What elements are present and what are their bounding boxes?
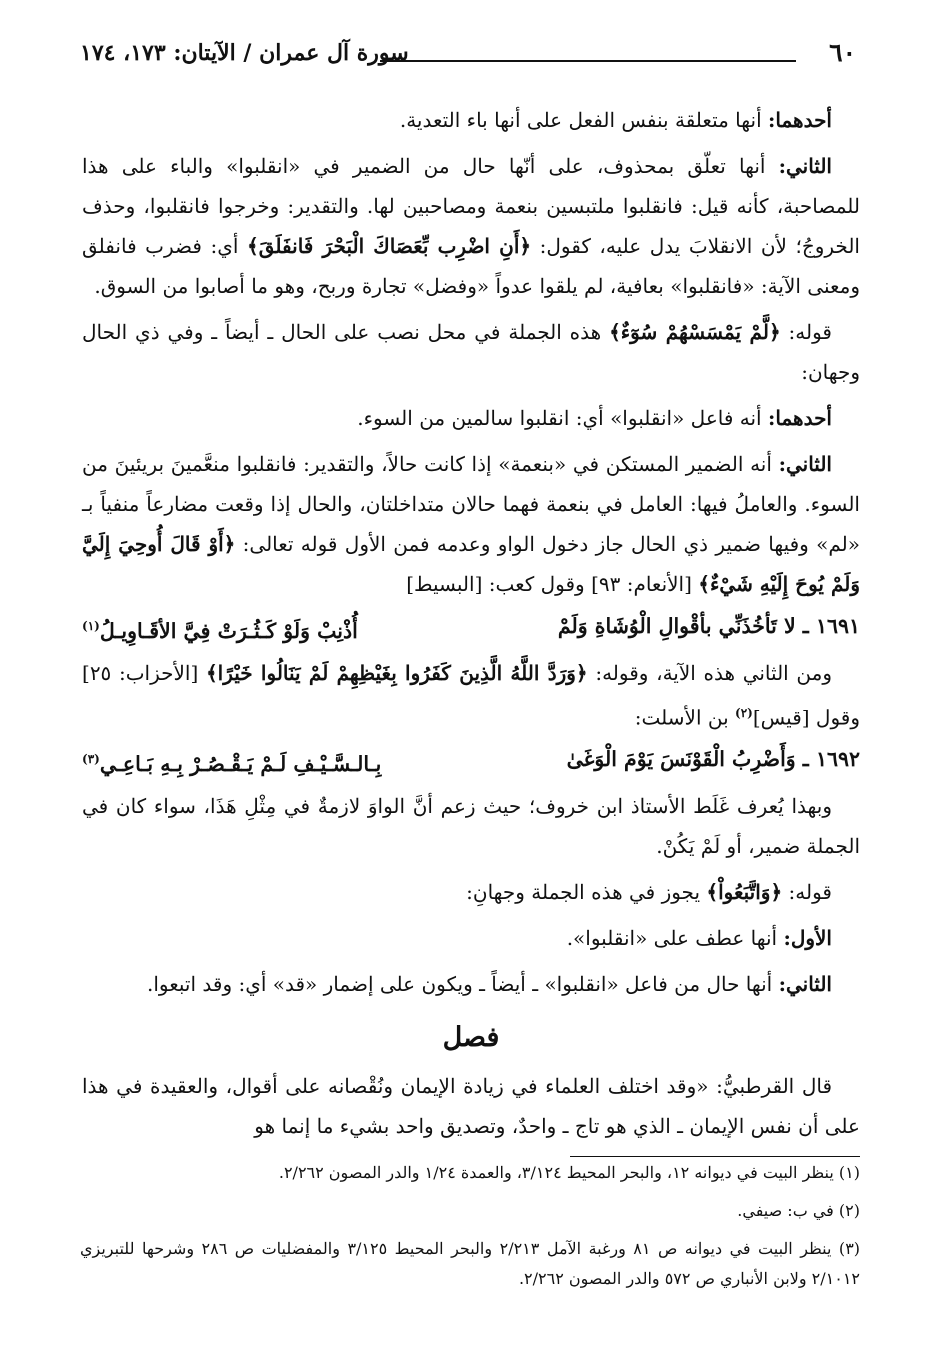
verse-text: بِـالـسَّـيْـفِ لَـمْ يَـقْـصُـرْ بِـهِ بَـاعِـي (99, 752, 382, 777)
verse-first-hemistich: ١٦٩٢ ـ وَأَضْرِبُ الْقَوْنَسَ يَوْمَ الْوَغَىٰ (566, 747, 860, 772)
paragraph-text: أنه فاعل «انقلبوا» أي: انقلبوا سالمين من السوء. (357, 406, 768, 430)
poetry-verse (82, 739, 860, 784)
paragraph-text: أي: فضرب فانفلق ومعنى الآية: «فانقلبوا» بعافية، لم يلقوا عدواً «وفضل» تجارة وربح، وهو ما أصابوا من السوق. (82, 234, 860, 298)
paragraph-text: [الأنعام: ٩٣] وقول كعب: [البسيط] (406, 572, 699, 596)
paragraph (82, 786, 860, 866)
paragraph (82, 964, 860, 1004)
paragraph-lead: أحدهما: (767, 406, 832, 430)
section-heading: فصل (442, 1022, 500, 1054)
quran-quote: ﴿لَّمْ يَمْسَسْهُمْ سُوٓءٌ﴾ (609, 320, 781, 344)
paragraph-text: وبهذا يُعرف غَلَط الأستاذ ابن خروف؛ حيث زعم أنَّ الواوَ لازمةٌ في مِثْلِ هَذَا، سواء كان في الجملة ضمير، أو لَمْ يَكُنْ. (82, 794, 860, 859)
paragraph (82, 312, 860, 392)
paragraph (82, 1066, 860, 1146)
footnote-rule (570, 1156, 860, 1157)
paragraph-text: قال القرطبيُّ: «وقد اختلف العلماء في زيادة الإيمان ونُقْصانه على أقوال، والعقيدة في هذا على أن نفس الإيمان ـ الذي هو تاج ـ واحدٌ، وتصديق واحد بشيء ما إنما هو (82, 1074, 860, 1139)
paragraph-lead: الثاني: (778, 154, 832, 178)
verse-second-hemistich (82, 739, 381, 784)
paragraph-text: أنها متعلقة بنفس الفعل على أنها باء التعدية. (399, 108, 768, 132)
footnote: (٢) في ب: صيفي. (737, 1201, 860, 1220)
verse-first-hemistich: ١٦٩١ ـ لا تَأخُذَنِّي بأقْوالِ الْوُشَاةِ وَلَمْ (557, 614, 860, 638)
quran-quote: ﴿وَاتَّبَعُواْ﴾ (706, 880, 783, 905)
paragraph-text: أنها حال من فاعل «انقلبوا» ـ أيضاً ـ ويكون على إضمار «قد» أي: وقد اتبعوا. (146, 972, 779, 997)
paragraph-lead: الثاني: (778, 972, 832, 997)
paragraph (82, 872, 860, 912)
footnote: (١) ينظر البيت في ديوانه ١٢، والبحر المحيط ٣/١٢٤، والعمدة ١/٢٤ والدر المصون ٢/٢٦٢. (278, 1163, 860, 1182)
paragraph-text: ومن الثاني هذه الآية، وقوله: (587, 660, 832, 685)
paragraph-text: يجوز في هذه الجملة وجهانِ: (466, 880, 707, 905)
paragraph (82, 444, 860, 604)
paragraph (82, 100, 860, 140)
paragraph (82, 653, 860, 738)
verse-second-hemistich (82, 606, 358, 651)
paragraph-lead: أحدهما: (767, 108, 832, 132)
quran-quote: ﴿أَوْ قَالَ أُوحِيَ إِلَيَّ وَلَمْ يُوحَ إِلَيْهِ شَيْءٌ﴾ (82, 532, 860, 596)
paragraph-text: أنها عطف على «انقلبوا». (566, 926, 784, 951)
paragraph-text: [الأحزاب: ٢٥] وقول [قيس] (82, 660, 860, 730)
paragraph-lead: قوله: (780, 320, 832, 344)
paragraph-lead: قوله: (782, 880, 832, 905)
paragraph-text: هذه الجملة في محل نصب على الحال ـ أيضاً ـ وفي ذي الحال وجهان: (82, 320, 860, 384)
paragraph-lead: الثاني: (778, 452, 832, 476)
running-title: سورة آل عمران / الآيتان: ١٧٣، ١٧٤ (80, 40, 409, 66)
page-number: ٦٠ (829, 38, 856, 67)
paragraph-text: أنه الضمير المستكن في «بنعمة» إذا كانت حالاً، والتقدير: فانقلبوا منعَّمينَ بريئينَ من السوء. والعاملُ فيها: العامل في بنعمة فهما حالان متداخلتان، والحال إذا وقعت مضارعاً منفياً بـ «لم» وفيها ضمير ذي الحال جاز دخول الواو وعدمه فمن الأول قوله تعالى: (82, 452, 860, 556)
quran-quote: ﴿أَنِ اضْرِب بِّعَصَاكَ الْبَحْرَ فَانفَلَقَ﴾ (247, 234, 532, 258)
main-text (82, 100, 860, 1146)
footnote-marker: (٢) (735, 705, 753, 720)
footnote-marker: (٣) (82, 752, 100, 767)
paragraph-text: أنها تعلّق بمحذوف، على أنّها حال من الضمير في «انقلبوا» والباء على هذا للمصاحبة، كأنه قيل: فانقلبوا ملتبسين بنعمة ومصاحبين لها. والتقدير: وخرجوا فانقلبوا، وحذف الخروجُ؛ لأن الانقلابَ يدل عليه، كقول: (82, 154, 860, 258)
footnote-marker: (١) (82, 619, 100, 633)
page-header (80, 38, 856, 78)
footnotes (80, 1158, 860, 1294)
poetry-verse (82, 606, 860, 651)
footnote: (٣) ينظر البيت في ديوانه ص ٨١ ورغبة الآمل ٢/٢١٣ والبحر المحيط ٣/١٢٥ والمفضليات ص ٢٨٦ وشرحها للتبريزي ٢/١٠١٢ ولابن الأنباري ص ٥٧٢ والدر المصون ٢/٢٦٢. (80, 1239, 861, 1288)
paragraph (82, 918, 860, 958)
verse-text: أُذْنِبْ وَلَوْ كَـثُـرَتْ فِيَّ الأقَـاوِيـلُ (99, 618, 358, 643)
paragraph-text: بن الأسلت: (634, 705, 736, 730)
paragraph-lead: الأول: (783, 926, 832, 951)
quran-quote: ﴿وَرَدَّ اللَّهُ الَّذِينَ كَفَرُوا بِغَيْظِهِمْ لَمْ يَنَالُوا خَيْرًا﴾ (205, 660, 588, 685)
paragraph (82, 398, 860, 438)
paragraph (82, 146, 860, 306)
header-rule (380, 60, 796, 62)
